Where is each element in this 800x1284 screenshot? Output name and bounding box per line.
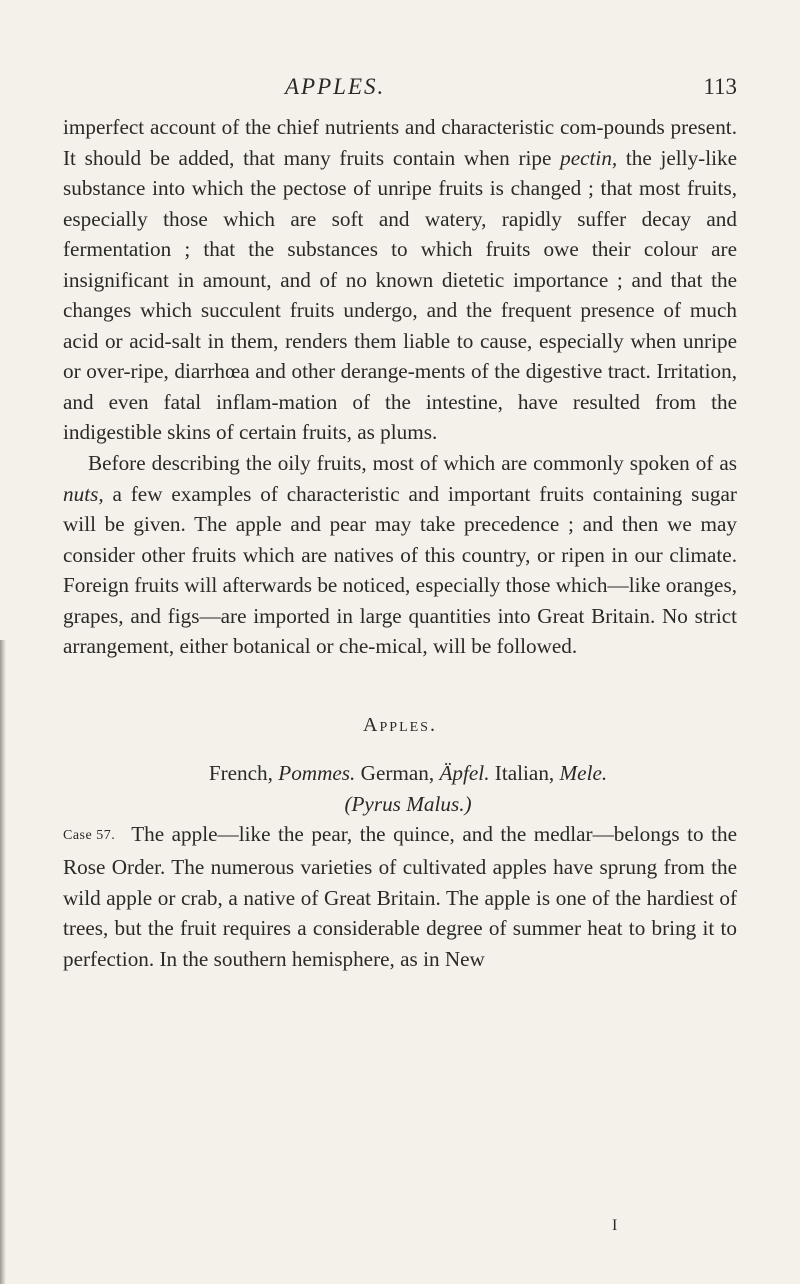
latin-name [63,789,737,820]
foreign-names-line [63,758,737,789]
page-number: 113 [703,74,737,99]
paragraph-2 [63,448,737,662]
italian-name: Mele. [559,761,608,786]
section-title: Apples. [363,713,437,736]
paragraph-1-text-b: the jelly-like substance into which the pectose of unripe fruits is changed ; that most fruits, especially those which are soft and watery, rapidly suffer decay and fermentation ; that the substances to which fruits owe their colour are insignificant in amount, and of no known dietetic importance ; and that the changes which succulent fruits undergo, and the frequent presence of much acid or acid-salt in them, renders them liable to cause, especially when unripe or over-ripe, diarrhœa and other derange-ments of the digestive tract. Irritation, and even fatal inflam-mation of the intestine, have resulted from the indigestible skins of certain fruits, as plums. [63,145,737,445]
french-label: French, [208,761,279,786]
french-name: Pommes. [278,761,356,786]
running-head: APPLES. [285,74,386,99]
italian-label: Italian, [489,761,560,786]
signature-mark: I [612,1217,618,1234]
paragraph-1-italic-term: pectin, [560,145,618,170]
paragraph-1 [63,112,737,448]
paragraph-1-text-a: imperfect account of the chief nutrients and characteristic com-pounds present. It should be added, that many fruits contain when ripe [63,115,737,170]
body-text [63,112,737,974]
paragraph-3-text: The apple—like the pear, the quince, and the medlar—belongs to the Rose Order. The numerous varieties of cultivated apples have sprung from the wild apple or crab, a native of Great Britain. The apple is one of the hardiest of trees, but the fruit requires a considerable degree of summer heat to bring it to perfection. In the southern hemisphere, as in New [63,822,737,971]
paragraph-2-text-b: a few examples of characteristic and important fruits containing sugar will be given. The apple and pear may take precedence ; and then we may consider other fruits which are natives of this country, or ripen in our climate. Foreign fruits will afterwards be noticed, especially those which—like oranges, grapes, and figs—are imported in large quantities into Great Britain. No strict arrangement, either botanical or che-mical, will be followed. [63,481,737,659]
paragraph-2-italic-term: nuts, [63,481,104,506]
german-name: Äpfel. [439,761,490,786]
german-label: German, [355,761,440,786]
case-label: Case 57. [63,828,116,844]
latin-name-text: (Pyrus Malus.) [344,791,472,816]
page-edge-shadow [0,640,6,1284]
paragraph-2-text-a: Before describing the oily fruits, most of which are commonly spoken of as [88,451,737,476]
paragraph-3 [63,819,737,974]
